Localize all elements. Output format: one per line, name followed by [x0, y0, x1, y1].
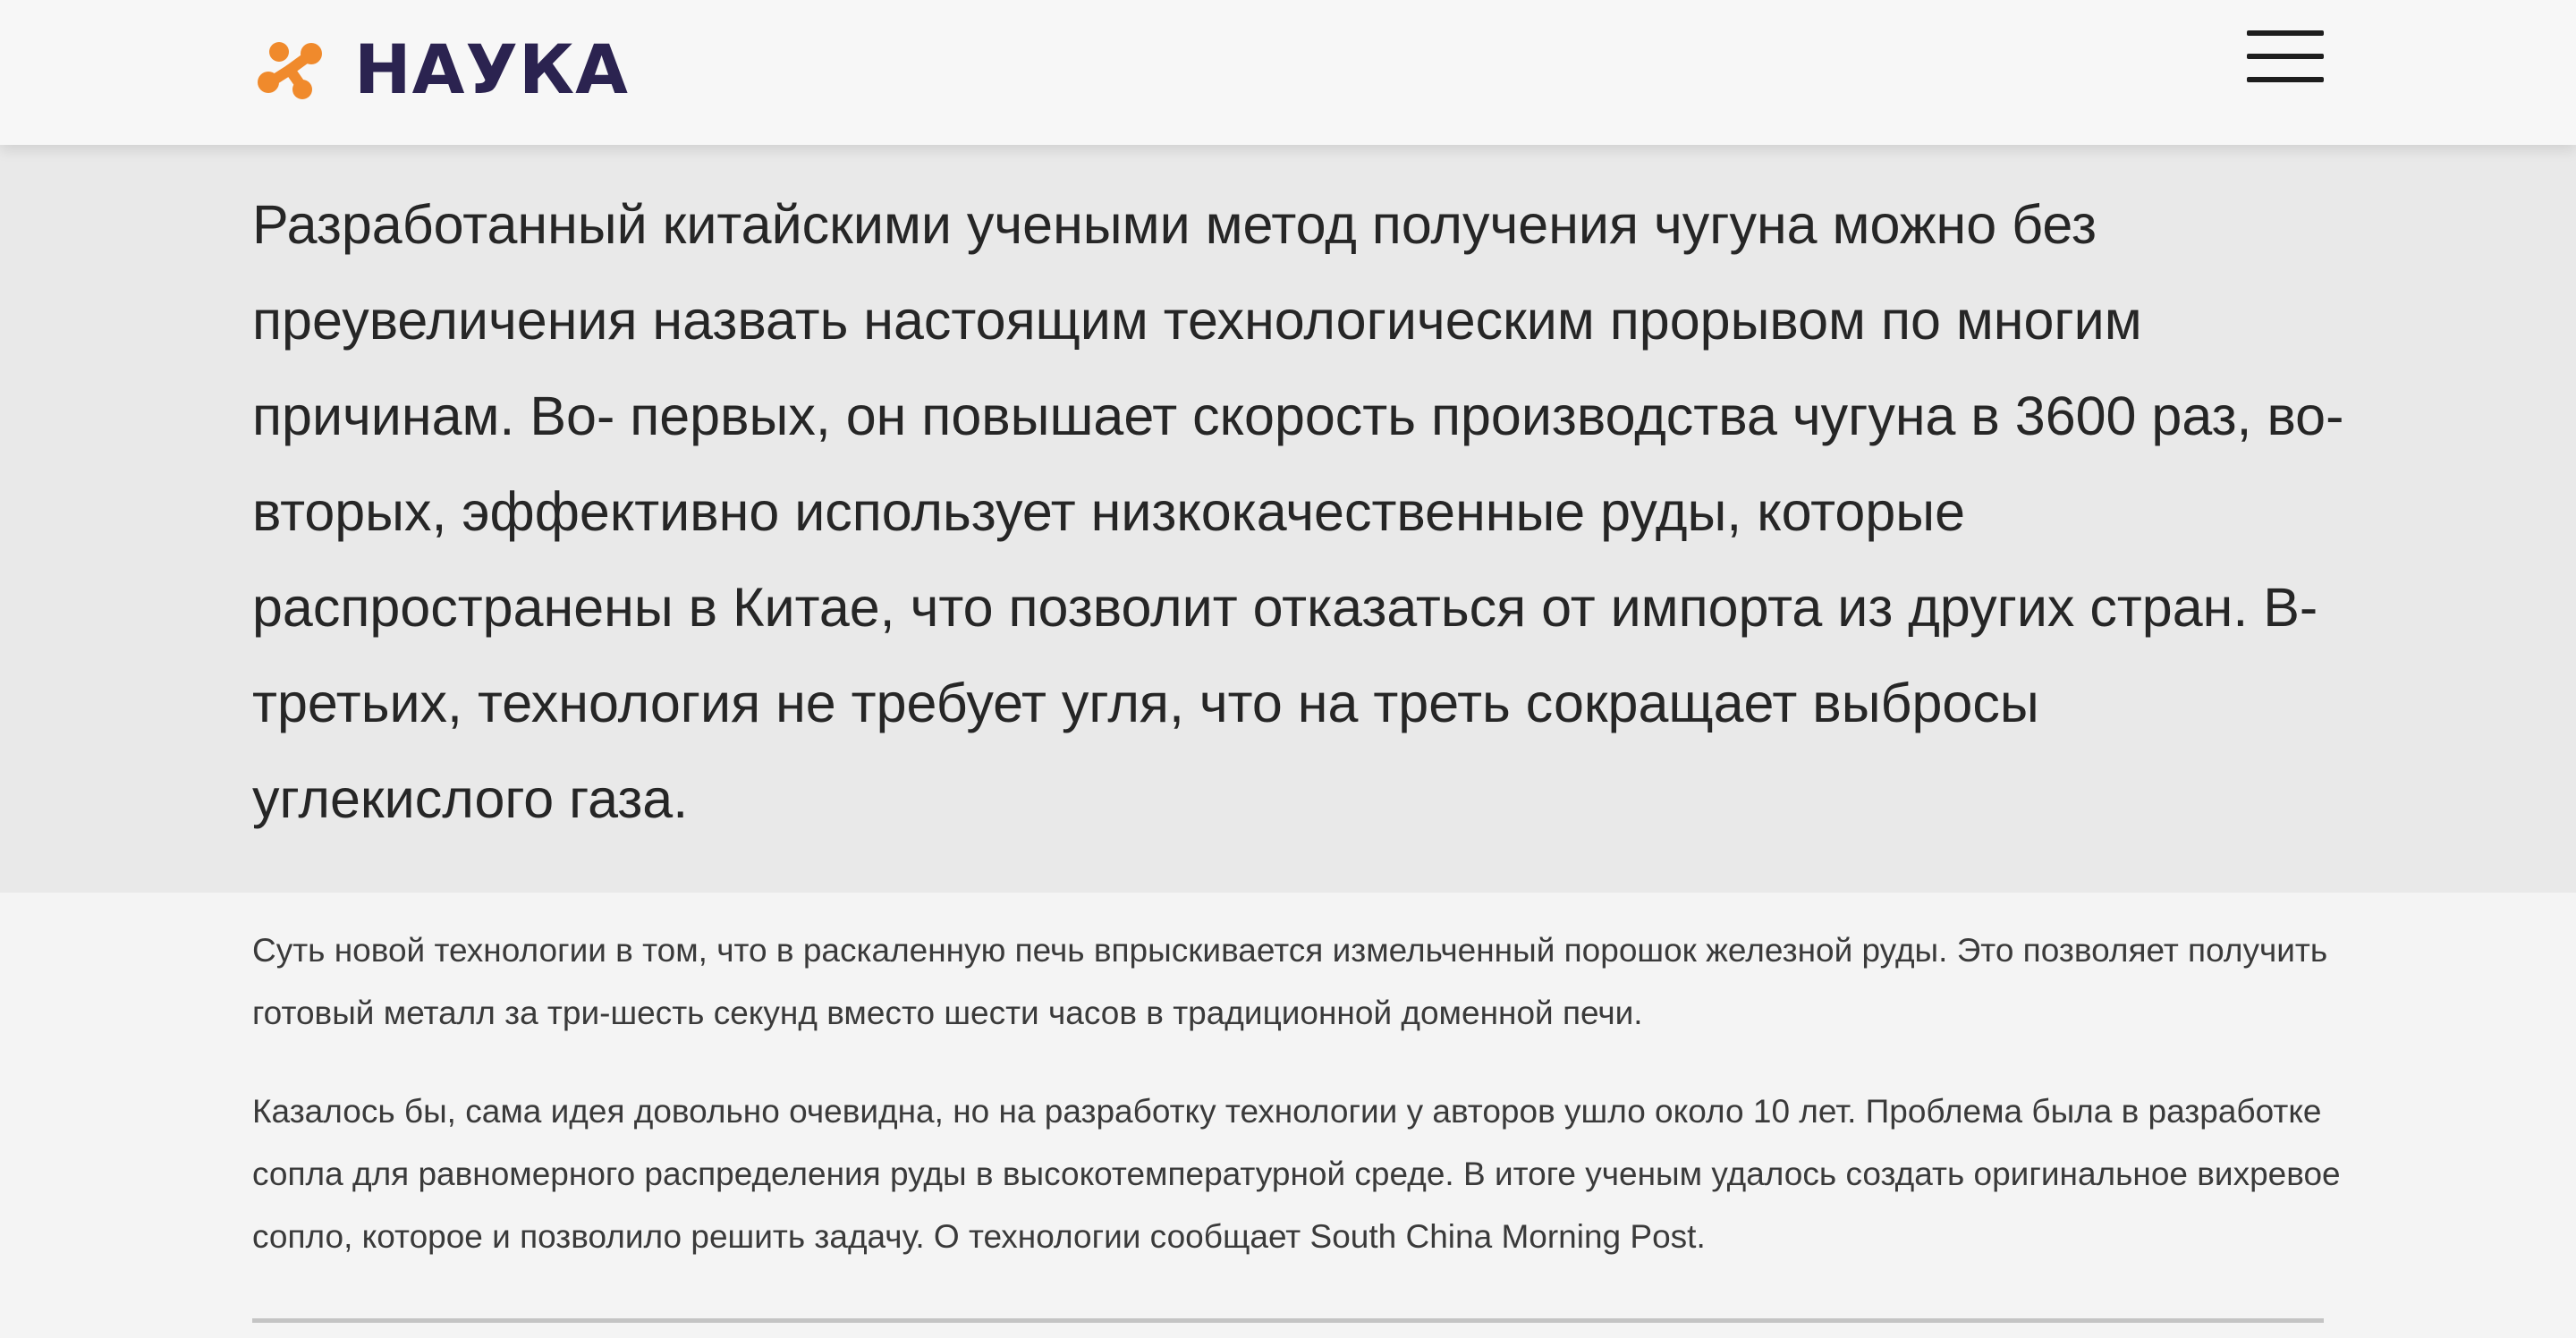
article-lead-text: Разработанный китайскими учеными метод получения чугуна можно без преувеличения назвать настоящим технологическим прорывом по многим причинам. Во- первых, он повышает скорость производства чугуна в 3600 раз, во- вторых, эффективно использует низкокачественные руды, которые распространены в Китае, что позволит отказаться от импорта из других стран. В-третьих, технология не требует угля, что на треть сокращает выбросы углекислого газа.	[252, 194, 2344, 829]
divider	[252, 1318, 2324, 1323]
hamburger-menu-icon[interactable]	[2247, 27, 2324, 86]
article-paragraph: Казалось бы, сама идея довольно очевидна, но на разработку технологии у авторов ушло около 10 лет. Проблема была в разработке сопла для равномерного распределения руды в высокотемпературной среде. В итоге ученым удалось создать оригинальное вихревое сопло, которое и позволило решить задачу. О технологии сообщает South China Morning Post.	[252, 1093, 2341, 1255]
logo-text: НАУКА	[354, 29, 629, 109]
molecule-dots-icon	[252, 38, 327, 100]
article-lead-block	[0, 145, 2576, 893]
site-header	[0, 0, 2576, 145]
menu-bar	[2247, 30, 2324, 36]
menu-bar	[2247, 54, 2324, 59]
article-paragraph: Суть новой технологии в том, что в раскаленную печь впрыскивается измельченный порошок железной руды. Это позволяет получить готовый металл за три-шесть секунд вместо шести часов в традиционной доменной печи.	[252, 932, 2328, 1031]
site-logo[interactable]	[252, 20, 629, 118]
menu-bar	[2247, 77, 2324, 82]
